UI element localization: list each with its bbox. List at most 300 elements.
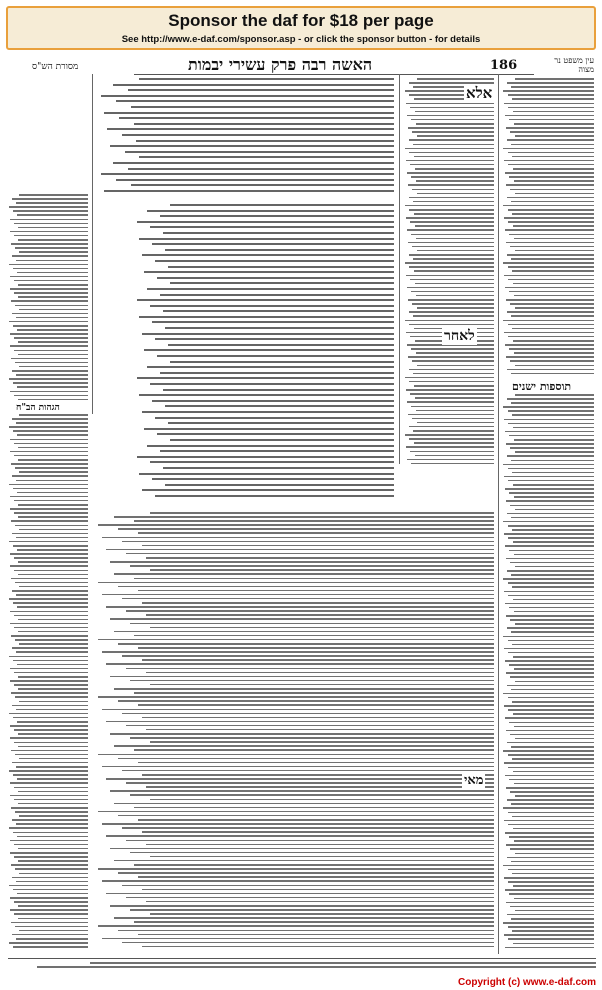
text-line — [507, 139, 594, 141]
text-line — [18, 239, 88, 241]
text-line — [150, 799, 494, 801]
text-line — [102, 709, 494, 711]
text-line — [415, 455, 494, 457]
text-line — [507, 570, 594, 572]
text-line — [170, 204, 394, 206]
text-line — [12, 533, 88, 535]
text-line — [110, 733, 494, 735]
text-line — [137, 456, 394, 458]
text-line — [406, 217, 494, 219]
text-line — [508, 324, 594, 326]
text-line — [128, 89, 394, 91]
text-line — [14, 913, 88, 915]
text-line — [10, 611, 88, 613]
text-line — [503, 521, 594, 523]
text-line — [126, 840, 494, 842]
text-line — [410, 451, 494, 453]
text-line — [19, 309, 88, 311]
text-line — [14, 672, 88, 674]
text-line — [415, 111, 494, 113]
text-line — [98, 639, 494, 641]
text-line — [113, 162, 394, 164]
text-line — [16, 260, 88, 262]
text-line — [110, 848, 494, 850]
text-line — [18, 631, 88, 633]
text-line — [114, 573, 494, 575]
text-line — [144, 428, 394, 430]
text-line — [405, 320, 494, 322]
text-line — [138, 590, 494, 592]
text-line — [118, 872, 494, 874]
text-line — [513, 168, 594, 170]
text-line — [10, 737, 88, 739]
text-line — [19, 815, 88, 817]
text-line — [142, 602, 494, 604]
text-line — [12, 313, 88, 315]
text-line — [9, 541, 88, 543]
text-line — [155, 417, 394, 419]
tosafot-yeshanim-label: תוספות ישנים — [512, 380, 572, 393]
text-line — [514, 352, 594, 354]
text-line — [139, 238, 394, 240]
left-marginal-heading: מסורת הש"ס — [32, 62, 79, 72]
text-line — [515, 78, 594, 80]
text-line — [106, 606, 494, 608]
text-line — [17, 492, 88, 494]
text-line — [508, 525, 594, 527]
text-line — [90, 962, 596, 964]
text-line — [414, 385, 494, 387]
text-line — [508, 480, 594, 482]
text-line — [16, 374, 88, 376]
text-line — [408, 242, 494, 244]
text-line — [503, 90, 594, 92]
text-line — [17, 329, 88, 331]
text-line — [18, 447, 88, 449]
text-line — [13, 210, 88, 212]
text-line — [510, 734, 594, 736]
text-line — [506, 844, 594, 846]
text-line — [514, 668, 594, 670]
text-line — [409, 197, 495, 199]
text-line — [410, 107, 494, 109]
text-line — [152, 321, 394, 323]
text-line — [507, 311, 594, 313]
sponsor-banner[interactable] — [6, 6, 596, 50]
text-line — [18, 561, 88, 563]
text-line — [134, 578, 494, 580]
opening-word-main: אלא — [466, 84, 493, 102]
text-line — [16, 651, 88, 653]
text-line — [150, 856, 494, 858]
text-line — [14, 615, 88, 617]
text-line — [163, 310, 394, 312]
text-line — [163, 389, 394, 391]
text-line — [12, 877, 88, 879]
text-line — [409, 266, 494, 268]
text-line — [10, 333, 88, 335]
text-line — [98, 582, 494, 584]
text-line — [142, 254, 394, 256]
text-line — [13, 382, 88, 384]
text-line — [14, 223, 88, 225]
text-line — [165, 405, 394, 407]
text-line — [18, 733, 88, 735]
text-line — [407, 229, 494, 231]
text-line — [11, 358, 88, 360]
text-line — [507, 398, 594, 400]
text-line — [413, 315, 494, 317]
text-line — [128, 168, 394, 170]
text-line — [17, 549, 88, 551]
text-line — [16, 881, 88, 883]
text-line — [102, 766, 494, 768]
text-line — [10, 680, 88, 682]
text-line — [10, 909, 88, 911]
text-line — [507, 857, 594, 859]
commentary-column-right — [404, 78, 494, 468]
text-line — [9, 942, 88, 944]
text-line — [147, 366, 394, 368]
text-line — [506, 672, 594, 674]
text-line — [512, 414, 594, 416]
text-line — [406, 275, 494, 277]
text-line — [122, 827, 494, 829]
text-line — [410, 279, 494, 281]
text-line — [417, 422, 494, 424]
text-line — [515, 193, 594, 195]
text-line — [504, 820, 594, 822]
text-line — [14, 443, 88, 445]
text-line — [19, 414, 88, 416]
lower-left-commentary — [8, 414, 88, 954]
text-line — [14, 292, 88, 294]
text-line — [150, 627, 494, 629]
text-line — [15, 811, 88, 813]
text-line — [10, 276, 88, 278]
header-rule — [134, 74, 534, 75]
text-line — [12, 762, 88, 764]
text-line — [114, 917, 494, 919]
text-line — [14, 856, 88, 858]
text-line — [126, 610, 494, 612]
text-line — [12, 475, 88, 477]
text-line — [515, 853, 594, 855]
text-line — [507, 455, 594, 457]
text-line — [12, 934, 88, 936]
text-line — [150, 226, 394, 228]
text-line — [509, 435, 594, 437]
text-line — [170, 361, 394, 363]
text-line — [514, 726, 594, 728]
text-line — [134, 123, 394, 125]
text-line — [15, 525, 88, 527]
text-line — [13, 889, 88, 891]
text-line — [413, 144, 494, 146]
text-line — [98, 925, 494, 927]
text-line — [9, 598, 88, 600]
text-line — [10, 852, 88, 854]
text-line — [507, 914, 594, 916]
text-line — [150, 305, 394, 307]
text-line — [411, 463, 494, 465]
text-line — [409, 381, 494, 383]
text-line — [12, 255, 88, 257]
copyright-link[interactable]: Copyright (c) www.e-daf.com — [458, 977, 596, 988]
text-line — [119, 117, 394, 119]
text-line — [13, 268, 88, 270]
text-line — [410, 221, 494, 223]
text-line — [504, 934, 594, 936]
text-line — [503, 320, 594, 322]
text-line — [508, 926, 594, 928]
text-line — [508, 812, 594, 814]
text-line — [9, 426, 88, 428]
text-line — [19, 471, 88, 473]
text-line — [14, 844, 88, 846]
right-marginal-heading: עין משפט נר מצוה — [554, 56, 594, 74]
text-line — [163, 232, 394, 234]
text-line — [509, 722, 594, 724]
text-line — [509, 291, 594, 293]
text-line — [506, 242, 594, 244]
text-line — [122, 598, 494, 600]
text-line — [134, 807, 494, 809]
text-line — [514, 439, 594, 441]
text-line — [160, 294, 394, 296]
text-line — [139, 156, 394, 158]
text-line — [414, 156, 494, 158]
text-line — [512, 529, 594, 531]
text-line — [131, 106, 394, 108]
text-line — [407, 401, 494, 403]
text-line — [512, 213, 594, 215]
text-line — [157, 277, 394, 279]
text-line — [19, 586, 88, 588]
text-line — [107, 128, 394, 130]
text-line — [122, 942, 494, 944]
text-line — [138, 819, 494, 821]
text-line — [506, 299, 594, 301]
text-line — [104, 112, 394, 114]
text-line — [508, 869, 594, 871]
text-line — [12, 819, 88, 821]
text-line — [511, 86, 594, 88]
text-line — [413, 258, 494, 260]
text-line — [10, 451, 88, 453]
text-line — [510, 505, 594, 507]
text-line — [511, 517, 594, 519]
text-line — [106, 778, 494, 780]
text-line — [510, 246, 594, 248]
text-line — [130, 852, 494, 854]
text-line — [126, 782, 494, 784]
text-line — [18, 860, 88, 862]
text-line — [11, 807, 88, 809]
text-line — [114, 860, 494, 862]
text-line — [9, 713, 88, 715]
text-line — [118, 930, 494, 932]
text-line — [503, 807, 594, 809]
text-line — [511, 861, 594, 863]
text-line — [18, 803, 88, 805]
text-line — [506, 902, 594, 904]
text-line — [515, 509, 594, 511]
text-line — [503, 148, 594, 150]
sponsor-subtitle[interactable]: See http://www.e-daf.com/sponsor.asp - or click the sponsor button - for details — [121, 34, 481, 45]
text-line — [12, 705, 88, 707]
text-line — [514, 123, 594, 125]
text-line — [504, 217, 594, 219]
text-line — [514, 496, 594, 498]
text-line — [407, 459, 494, 461]
text-line — [130, 794, 494, 796]
text-line — [409, 324, 494, 326]
text-line — [147, 288, 394, 290]
text-line — [18, 746, 88, 748]
opening-word-lower: מאי — [464, 773, 484, 788]
text-line — [16, 422, 88, 424]
text-line — [508, 709, 594, 711]
text-line — [139, 78, 394, 80]
text-line — [11, 750, 88, 752]
text-line — [10, 439, 88, 441]
text-line — [409, 426, 495, 428]
text-line — [409, 369, 495, 371]
text-line — [412, 189, 494, 191]
text-line — [410, 164, 494, 166]
text-line — [160, 450, 394, 452]
text-line — [15, 582, 88, 584]
text-line — [515, 451, 594, 453]
text-line — [14, 350, 88, 352]
text-line — [11, 300, 88, 302]
text-line — [146, 614, 494, 616]
text-line — [106, 835, 494, 837]
text-line — [409, 254, 495, 256]
text-line — [122, 770, 494, 772]
text-line — [514, 180, 594, 182]
text-line — [10, 565, 88, 567]
text-line — [507, 742, 594, 744]
text-line — [512, 472, 594, 474]
text-line — [506, 127, 594, 129]
text-line — [10, 508, 88, 510]
text-line — [134, 864, 494, 866]
text-line — [515, 135, 594, 137]
text-line — [18, 688, 88, 690]
text-line — [506, 615, 594, 617]
text-line — [17, 606, 88, 608]
text-line — [506, 730, 594, 732]
text-line — [122, 713, 494, 715]
opening-word-rashi: לאחר — [444, 328, 475, 344]
text-line — [509, 348, 594, 350]
rule-center — [399, 74, 400, 464]
text-line — [130, 680, 494, 682]
text-line — [411, 291, 494, 293]
text-line — [509, 492, 594, 494]
text-line — [414, 270, 494, 272]
text-line — [9, 770, 88, 772]
text-line — [505, 172, 594, 174]
text-line — [503, 922, 594, 924]
text-line — [110, 145, 394, 147]
text-line — [512, 701, 594, 703]
text-line — [514, 611, 594, 613]
text-line — [10, 668, 88, 670]
text-line — [138, 934, 494, 936]
text-line — [409, 152, 494, 154]
text-line — [147, 210, 394, 212]
text-line — [9, 885, 88, 887]
text-line — [18, 399, 88, 401]
text-line — [511, 315, 594, 317]
text-line — [18, 848, 88, 850]
rule-right-margin — [498, 74, 499, 954]
text-line — [102, 938, 494, 940]
text-line — [110, 561, 494, 563]
text-line — [508, 152, 594, 154]
text-line — [508, 582, 594, 584]
text-line — [503, 262, 594, 264]
text-line — [113, 84, 394, 86]
text-line — [503, 693, 594, 695]
text-line — [415, 283, 494, 285]
text-line — [509, 779, 594, 781]
text-line — [12, 647, 88, 649]
text-line — [137, 221, 394, 223]
text-line — [513, 427, 594, 429]
text-line — [118, 528, 494, 530]
text-line — [150, 461, 394, 463]
text-line — [15, 305, 88, 307]
text-line — [506, 443, 594, 445]
text-line — [102, 880, 494, 882]
text-line — [507, 254, 594, 256]
text-line — [503, 205, 594, 207]
text-line — [513, 771, 594, 773]
text-line — [506, 356, 594, 358]
text-line — [507, 799, 594, 801]
text-line — [157, 355, 394, 357]
text-line — [37, 966, 596, 968]
text-line — [14, 799, 88, 801]
text-line — [165, 249, 394, 251]
talmud-page — [2, 54, 600, 974]
text-line — [503, 636, 594, 638]
text-line — [106, 663, 494, 665]
text-line — [101, 173, 394, 175]
text-line — [10, 623, 88, 625]
text-line — [514, 554, 594, 556]
text-line — [508, 652, 594, 654]
text-line — [146, 844, 494, 846]
text-line — [11, 463, 88, 465]
text-line — [11, 578, 88, 580]
text-line — [15, 868, 88, 870]
text-line — [14, 235, 88, 237]
text-line — [511, 201, 594, 203]
text-line — [9, 378, 88, 380]
text-line — [18, 516, 88, 518]
text-line — [114, 688, 494, 690]
text-line — [11, 922, 88, 924]
text-line — [10, 391, 88, 393]
text-line — [16, 202, 88, 204]
text-line — [508, 537, 594, 539]
text-line — [118, 586, 494, 588]
